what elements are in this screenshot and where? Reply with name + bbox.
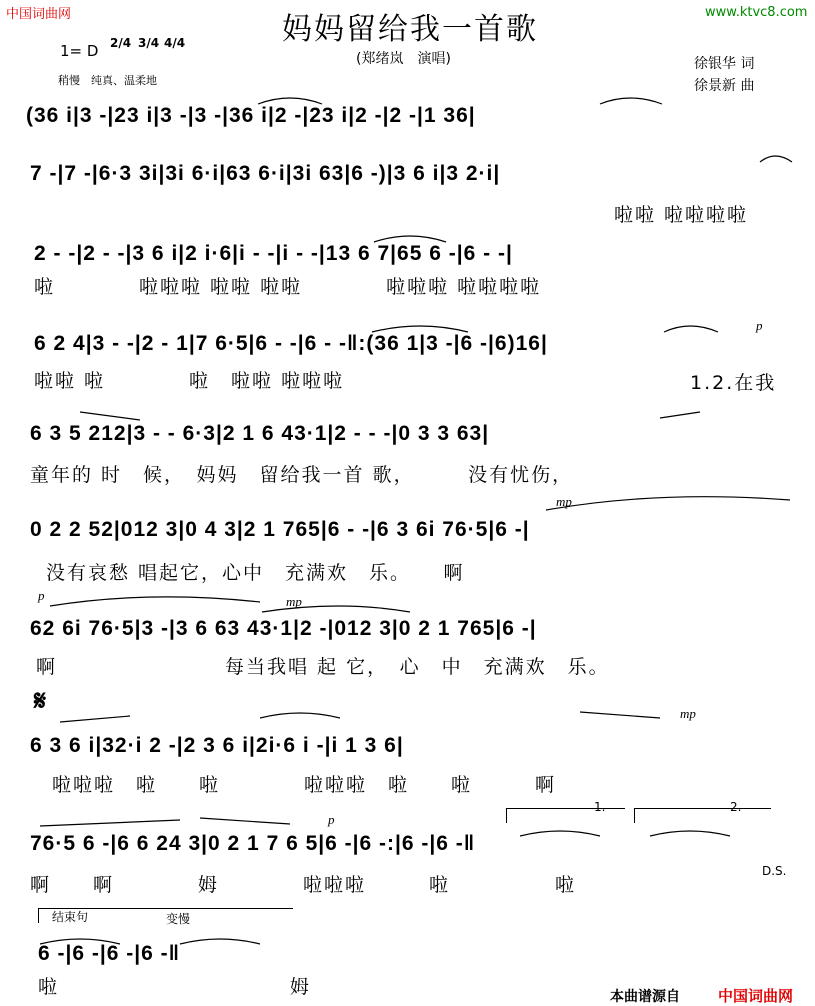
hairpin-mark xyxy=(200,818,290,824)
dynamic-mp-2: mp xyxy=(286,594,302,609)
notation-row-4: 6 2 4|3 - -|2 - 1|7 6·5|6 - -|6 - -‖:(36 1|3 -|6 -|6)16| xyxy=(34,332,548,355)
slur-mark xyxy=(374,236,446,242)
composer-credit: 徐景新 曲 xyxy=(694,78,755,94)
footer-source-brand: 中国词曲网 xyxy=(718,987,794,1005)
slur-mark xyxy=(40,939,120,944)
slur-mark xyxy=(650,831,730,836)
time-signature-3: 4/4 xyxy=(164,36,186,50)
volta-label-2: 2. xyxy=(730,800,742,814)
lyrics-row-6: 没有哀愁 唱起它，心中 充满欢 乐。 啊 xyxy=(46,562,465,584)
lyrics-row-9: 啊 啊 姆 啦啦啦 啦 啦 xyxy=(30,874,577,896)
segno-sign: 𝄋 xyxy=(34,684,47,717)
hairpin-mark xyxy=(660,412,700,418)
slur-mark xyxy=(520,831,600,836)
verse-lead-in: 1.2.在我 xyxy=(690,372,777,394)
song-title: 妈妈留给我一首歌 xyxy=(282,12,538,47)
hairpin-mark xyxy=(60,716,130,722)
site-watermark-url: www.ktvc8.com xyxy=(705,5,808,20)
notation-row-3: 2 - -|2 - -|3 6 i|2 i·6|i - -|i - -|13 6 7|65 6 -|6 - -| xyxy=(34,242,513,265)
notation-row-6: 0 2 2 52|012 3|0 4 3|2 1 765|6 - -|6 3 6i 76·5|6 -| xyxy=(30,518,530,541)
dynamic-mp-3: mp xyxy=(680,706,696,721)
singer-credit: (郑绪岚 演唱) xyxy=(356,51,451,67)
lyrics-row-5: 童年的 时 候， 妈妈 留给我一首 歌， 没有忧伤， xyxy=(30,464,574,486)
slur-mark xyxy=(664,326,718,332)
dynamic-mp-1: mp xyxy=(556,494,572,509)
lyrics-row-3: 啦 啦啦啦 啦啦 啦啦 啦啦啦 啦啦啦啦 xyxy=(34,276,542,298)
slow-down-label: 变慢 xyxy=(166,912,191,926)
notation-row-2: 7 -|7 -|6·3 3i|3i 6·i|63 6·i|3i 63|6 -)|3 6 i|3 2·i| xyxy=(30,162,501,185)
slur-mark xyxy=(180,939,260,944)
notation-row-9: 76·5 6 -|6 6 24 3|0 2 1 7 6 5|6 -|6 -:|6 -|6 -‖ xyxy=(30,832,476,855)
time-signature-1: 2/4 xyxy=(110,36,132,50)
slur-mark xyxy=(546,497,790,510)
site-watermark-left: 中国词曲网 xyxy=(6,7,72,22)
key-signature: 1= D xyxy=(60,42,99,60)
lyrics-row-2: 啦啦 啦啦啦啦 xyxy=(614,204,749,226)
notation-row-10: 6 -|6 -|6 -|6 -‖ xyxy=(38,942,181,965)
lyrics-row-7: 啊 每当我唱 起 它， 心 中 充满欢 乐。 xyxy=(36,656,610,678)
slur-mark xyxy=(760,156,792,162)
slur-mark xyxy=(600,98,662,104)
slur-mark xyxy=(372,326,468,332)
slur-mark xyxy=(262,606,410,612)
lyrics-row-4: 啦啦 啦 啦 啦啦 啦啦啦 xyxy=(34,370,597,392)
dynamic-p-3: p xyxy=(328,812,335,827)
lyrics-row-10: 啦 姆 xyxy=(38,976,312,998)
hairpin-mark xyxy=(580,712,660,718)
notation-row-8: 6 3 6 i|32·i 2 -|2 3 6 i|2i·6 i -|i 1 3 6| xyxy=(30,734,404,757)
slur-mark xyxy=(50,597,260,606)
lyricist-credit: 徐银华 词 xyxy=(694,56,755,72)
volta-label-1: 1. xyxy=(594,800,606,814)
notation-row-1: (36 i|3 -|23 i|3 -|3 -|36 i|2 -|23 i|2 -|2 -|1 36| xyxy=(26,104,476,127)
footer-source-text: 本曲谱源自 xyxy=(610,989,680,1005)
notation-row-5: 6 3 5 212|3 - - 6·3|2 1 6 43·1|2 - - -|0 3 3 63| xyxy=(30,422,490,445)
notation-row-7: 62 6i 76·5|3 -|3 6 63 43·1|2 -|012 3|0 2 1 765|6 -| xyxy=(30,617,537,640)
lyrics-row-8: 啦啦啦 啦 啦 啦啦啦 啦 啦 啊 xyxy=(52,774,557,796)
hairpin-mark xyxy=(40,820,180,826)
ending-label: 结束句 xyxy=(52,910,89,924)
time-signature-2: 3/4 xyxy=(138,36,160,50)
hairpin-mark xyxy=(80,412,140,420)
tempo-marking: 稍慢 纯真、温柔地 xyxy=(58,74,157,87)
dynamic-p-1: p xyxy=(756,318,763,333)
slur-mark xyxy=(260,713,340,718)
dal-segno-mark: D.S. xyxy=(762,864,787,878)
slur-mark xyxy=(258,98,322,104)
dynamic-p-2: p xyxy=(38,588,45,603)
